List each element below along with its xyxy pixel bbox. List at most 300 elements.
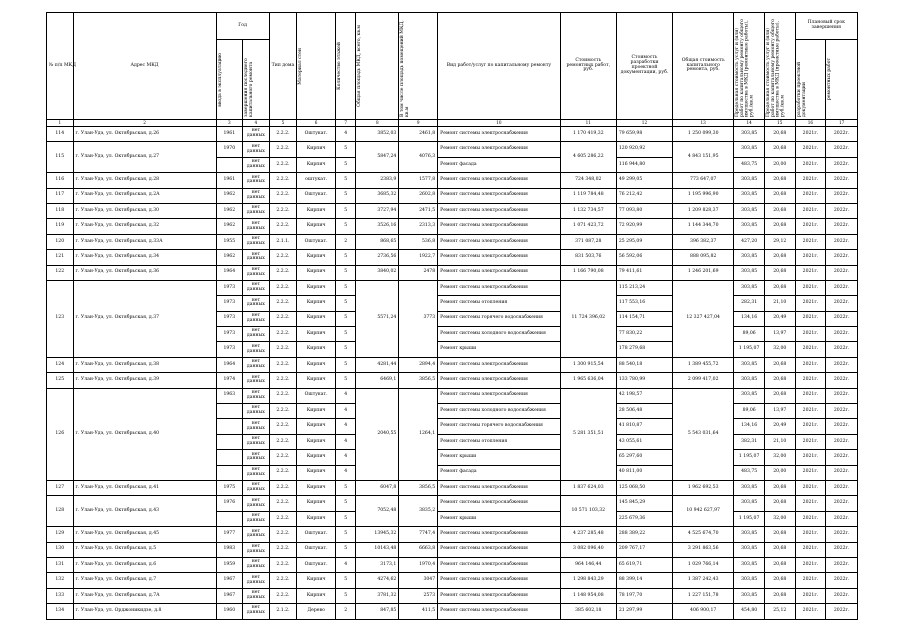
cell-p1: 2021г. xyxy=(795,419,826,434)
cell-type: 2.2.2. xyxy=(269,496,297,511)
table-row xyxy=(47,604,858,619)
cell-p1: 2021г. xyxy=(795,142,826,157)
column-number-cell: 6 xyxy=(297,120,336,127)
cell-y1: 1962 xyxy=(216,203,243,218)
header-year-commission-text: ввода в эксплуатацию xyxy=(217,52,223,107)
cell-area: 4281,44 xyxy=(356,357,399,372)
cell-y1: 1962 xyxy=(216,219,243,234)
cell-wall: Кирпич xyxy=(297,404,336,419)
header-design-cost: Стоимость разработки проектной документации, руб. xyxy=(616,13,672,120)
header-planned-group: Плановый срок завершения xyxy=(795,13,857,40)
cell-y1 xyxy=(216,434,243,449)
cell-total: 1 227 151,78 xyxy=(673,588,734,603)
column-number-row xyxy=(47,120,858,127)
cell-work: Ремонт системы электроснабжения xyxy=(438,388,561,403)
cell-design: 21 297,99 xyxy=(616,604,672,619)
cell-num: 127 xyxy=(47,480,74,495)
cell-design: 25 295,09 xyxy=(616,234,672,249)
cell-cost: 1 298 843,29 xyxy=(560,573,616,588)
cell-type: 2.2.2. xyxy=(269,573,297,588)
header-limit-unit-cost-design-text: Предельная стоимость услуг и (или) работ по капитальному ремонту общего имущества в МКД (проектные работы), руб./кв.м xyxy=(765,19,786,117)
header-residential-area-text: В том числе площадь помещений МКД, кв.м xyxy=(400,20,411,117)
cell-limd: 20,68 xyxy=(764,188,795,203)
header-residential-area xyxy=(399,13,438,120)
cell-type: 2.2.2. xyxy=(269,250,297,265)
cell-y2: нет данных xyxy=(243,388,270,403)
cell-cost: 5 281 351,51 xyxy=(560,388,616,480)
cell-wall: Дерево xyxy=(297,604,336,619)
cell-wall: Оштукат. xyxy=(297,188,336,203)
cell-y1: 1961 xyxy=(216,173,243,188)
cell-address: г. Улан-Удэ, ул. Октябрьская, д.2А xyxy=(73,188,216,203)
cell-type: 2.2.2. xyxy=(269,342,297,357)
cell-total: 396 382,37 xyxy=(673,234,734,249)
cell-design: 288 389,22 xyxy=(616,527,672,542)
cell-address: г. Улан-Удэ, ул. Октябрьская, д.40 xyxy=(73,388,216,480)
cell-lim: 427,20 xyxy=(734,234,765,249)
cell-wall: Кирпич xyxy=(297,296,336,311)
cell-y2: нет данных xyxy=(243,311,270,326)
cell-y2: нет данных xyxy=(243,173,270,188)
cell-design: 209 767,17 xyxy=(616,542,672,557)
cell-work: Ремонт системы электроснабжения xyxy=(438,480,561,495)
cell-work: Ремонт системы электроснабжения xyxy=(438,604,561,619)
column-number-cell: 7 xyxy=(336,120,356,127)
cell-type: 2.2.2. xyxy=(269,357,297,372)
cell-p1: 2021г. xyxy=(795,265,826,280)
cell-fl: 5 xyxy=(336,511,356,526)
cell-design: 79 411,61 xyxy=(616,265,672,280)
column-number-cell: 16 xyxy=(795,120,826,127)
cell-num: 115 xyxy=(47,142,74,173)
cell-limd: 20,68 xyxy=(764,588,795,603)
cell-res: 1922,7 xyxy=(399,250,438,265)
cell-type: 2.2.2. xyxy=(269,527,297,542)
cell-fl: 5 xyxy=(336,203,356,218)
cell-address: г. Улан-Удэ, ул. Октябрьская, д.30 xyxy=(73,203,216,218)
cell-fl: 4 xyxy=(336,434,356,449)
cell-y2: нет данных xyxy=(243,588,270,603)
cell-p2: 2022г. xyxy=(826,265,858,280)
cell-address: г. Улан-Удэ, ул. Орджоникидзе, д.8 xyxy=(73,604,216,619)
cell-lim: 134,16 xyxy=(734,311,765,326)
cell-area: 6047,8 xyxy=(356,480,399,495)
cell-p2: 2022г. xyxy=(826,188,858,203)
cell-work: Ремонт фасада xyxy=(438,465,561,480)
cell-limd: 20,68 xyxy=(764,219,795,234)
cell-res: 4076,3 xyxy=(399,142,438,173)
cell-work: Ремонт системы электроснабжения xyxy=(438,542,561,557)
cell-wall: Кирпич xyxy=(297,265,336,280)
cell-address: г. Улан-Удэ, ул. Октябрьская, д.7А xyxy=(73,588,216,603)
cell-work: Ремонт крыши xyxy=(438,342,561,357)
header-wall-material-text: Материал стен xyxy=(298,47,304,85)
cell-p2: 2022г. xyxy=(826,388,858,403)
cell-fl: 5 xyxy=(336,311,356,326)
cell-y2: нет данных xyxy=(243,542,270,557)
cell-wall: оштукат. xyxy=(297,173,336,188)
cell-lim: 303,85 xyxy=(734,542,765,557)
table-row xyxy=(47,588,858,603)
cell-lim: 303,85 xyxy=(734,357,765,372)
cell-p1: 2021г. xyxy=(795,573,826,588)
cell-cost: 3 082 096,40 xyxy=(560,542,616,557)
cell-wall: Кирпич xyxy=(297,357,336,372)
cell-cost: 964 146,44 xyxy=(560,557,616,572)
cell-fl: 4 xyxy=(336,557,356,572)
cell-work: Ремонт системы электроснабжения xyxy=(438,219,561,234)
cell-work: Ремонт системы отопления xyxy=(438,296,561,311)
cell-work: Ремонт системы горячего водоснабжения xyxy=(438,419,561,434)
cell-p1: 2021г. xyxy=(795,311,826,326)
cell-work: Ремонт системы электроснабжения xyxy=(438,280,561,295)
cell-lim: 303,85 xyxy=(734,203,765,218)
column-number-cell: 12 xyxy=(616,120,672,127)
cell-limd: 20,00 xyxy=(764,465,795,480)
cell-work: Ремонт системы электроснабжения xyxy=(438,173,561,188)
cell-p2: 2022г. xyxy=(826,480,858,495)
cell-address: г. Улан-Удэ, ул. Октябрьская, д.45 xyxy=(73,527,216,542)
column-number-cell: 5 xyxy=(269,120,297,127)
column-number-cell: 3 xyxy=(216,120,243,127)
cell-type: 2.2.2. xyxy=(269,542,297,557)
cell-res: 2602,8 xyxy=(399,188,438,203)
cell-address: г. Улан-Удэ, ул. Октябрьская, д.36 xyxy=(73,265,216,280)
cell-design: 114 154,71 xyxy=(616,311,672,326)
cell-p1: 2021г. xyxy=(795,342,826,357)
cell-wall: Кирпич xyxy=(297,250,336,265)
cell-area: 13945,32 xyxy=(356,527,399,542)
cell-lim: 303,85 xyxy=(734,188,765,203)
header-limit-unit-cost-design xyxy=(764,13,795,120)
cell-y1 xyxy=(216,511,243,526)
cell-total: 4 525 674,70 xyxy=(673,527,734,542)
cell-y1: 1963 xyxy=(216,388,243,403)
cell-cost: 831 503,76 xyxy=(560,250,616,265)
cell-y1: 1973 xyxy=(216,296,243,311)
cell-wall: Кирпич xyxy=(297,496,336,511)
cell-wall: Кирпич xyxy=(297,311,336,326)
table-row xyxy=(47,527,858,542)
cell-total: 3 291 863,56 xyxy=(673,542,734,557)
cell-res: 411,5 xyxy=(399,604,438,619)
cell-type: 2.1.2. xyxy=(269,604,297,619)
cell-y1: 1973 xyxy=(216,280,243,295)
cell-address: г. Улан-Удэ, ул. Октябрьская, д.26 xyxy=(73,127,216,142)
cell-work: Ремонт системы электроснабжения xyxy=(438,557,561,572)
cell-wall: Оштукат. xyxy=(297,542,336,557)
cell-p1: 2021г. xyxy=(795,188,826,203)
cell-address: г. Улан-Удэ, ул. Октябрьская, д.37 xyxy=(73,280,216,357)
cell-num: 120 xyxy=(47,234,74,249)
cell-type: 2.2.2. xyxy=(269,588,297,603)
cell-y1 xyxy=(216,157,243,172)
cell-wall: Кирпич xyxy=(297,157,336,172)
header-floors-text: Количество этажей xyxy=(337,42,343,90)
cell-p2: 2022г. xyxy=(826,465,858,480)
cell-lim: 303,85 xyxy=(734,527,765,542)
cell-work: Ремонт системы холодного водоснабжения xyxy=(438,404,561,419)
cell-fl: 5 xyxy=(336,542,356,557)
cell-res: 2461,8 xyxy=(399,127,438,142)
header-planned-design-text: разработки проектной документации xyxy=(796,61,807,117)
cell-fl: 5 xyxy=(336,373,356,388)
cell-num: 122 xyxy=(47,265,74,280)
header-num: № п/п МКД xyxy=(47,13,74,120)
cell-cost: 1 071 423,72 xyxy=(560,219,616,234)
cell-fl: 5 xyxy=(336,250,356,265)
cell-area: 5847,24 xyxy=(356,142,399,173)
cell-lim: 1 195,07 xyxy=(734,450,765,465)
cell-design: 56 592,06 xyxy=(616,250,672,265)
cell-work: Ремонт фасада xyxy=(438,157,561,172)
cell-type: 2.2.2. xyxy=(269,327,297,342)
cell-y2: нет данных xyxy=(243,511,270,526)
cell-p2: 2022г. xyxy=(826,219,858,234)
table-row xyxy=(47,280,858,295)
cell-design: 178 279,68 xyxy=(616,342,672,357)
cell-design: 88 399,14 xyxy=(616,573,672,588)
cell-type: 2.1.1. xyxy=(269,234,297,249)
cell-type: 2.2.2. xyxy=(269,511,297,526)
cell-p1: 2021г. xyxy=(795,450,826,465)
cell-design: 40 811,00 xyxy=(616,465,672,480)
cell-lim: 303,85 xyxy=(734,265,765,280)
cell-lim: 89,06 xyxy=(734,404,765,419)
cell-p1: 2021г. xyxy=(795,173,826,188)
cell-address: г. Улан-Удэ, ул. Октябрьская, д.38 xyxy=(73,357,216,372)
cell-fl: 5 xyxy=(336,573,356,588)
cell-design: 117 553,16 xyxy=(616,296,672,311)
cell-p2: 2022г. xyxy=(826,250,858,265)
cell-area: 5571,24 xyxy=(356,280,399,357)
column-number-cell: 17 xyxy=(826,120,858,127)
cell-wall: Оштукат. xyxy=(297,127,336,142)
cell-design: 65 297,60 xyxy=(616,450,672,465)
cell-y2: нет данных xyxy=(243,188,270,203)
cell-y2: нет данных xyxy=(243,203,270,218)
column-number-cell: 13 xyxy=(673,120,734,127)
cell-y1: 1962 xyxy=(216,250,243,265)
cell-p2: 2022г. xyxy=(826,404,858,419)
table-row xyxy=(47,388,858,403)
cell-type: 2.2.2. xyxy=(269,557,297,572)
column-number-cell: 4 xyxy=(243,120,270,127)
cell-area: 4274,62 xyxy=(356,573,399,588)
cell-area: 3526,16 xyxy=(356,219,399,234)
cell-p1: 2021г. xyxy=(795,480,826,495)
cell-address: г. Улан-Удэ, ул. Октябрьская, д.28 xyxy=(73,173,216,188)
cell-cost: 724 348,02 xyxy=(560,173,616,188)
cell-design: 78 197,70 xyxy=(616,588,672,603)
cell-fl: 5 xyxy=(336,342,356,357)
cell-y1: 1973 xyxy=(216,342,243,357)
cell-fl: 5 xyxy=(336,188,356,203)
table-row xyxy=(47,250,858,265)
cell-cost: 1 119 784,48 xyxy=(560,188,616,203)
cell-total: 1 029 766,14 xyxy=(673,557,734,572)
cell-address: г. Улан-Удэ, ул. Октябрьская, д.5 xyxy=(73,542,216,557)
cell-y2: нет данных xyxy=(243,404,270,419)
cell-fl: 5 xyxy=(336,527,356,542)
cell-limd: 32,00 xyxy=(764,342,795,357)
cell-p2: 2022г. xyxy=(826,311,858,326)
cell-res: 2313,3 xyxy=(399,219,438,234)
document-page xyxy=(46,12,858,620)
table-row xyxy=(47,357,858,372)
cell-fl: 4 xyxy=(336,465,356,480)
cell-cost: 1 166 790,08 xyxy=(560,265,616,280)
cell-p1: 2021г. xyxy=(795,327,826,342)
column-number-cell: 1 xyxy=(47,120,74,127)
cell-y1 xyxy=(216,450,243,465)
cell-type: 2.2.2. xyxy=(269,480,297,495)
cell-p2: 2022г. xyxy=(826,557,858,572)
cell-type: 2.2.2. xyxy=(269,280,297,295)
cell-lim: 303,85 xyxy=(734,573,765,588)
column-number-cell: 11 xyxy=(560,120,616,127)
cell-cost: 1 837 624,03 xyxy=(560,480,616,495)
cell-fl: 4 xyxy=(336,404,356,419)
cell-fl: 4 xyxy=(336,388,356,403)
cell-y2: нет данных xyxy=(243,480,270,495)
cell-p1: 2021г. xyxy=(795,511,826,526)
cell-y1: 1964 xyxy=(216,357,243,372)
cell-y1: 1960 xyxy=(216,604,243,619)
cell-design: 133 780,99 xyxy=(616,373,672,388)
cell-type: 2.2.2. xyxy=(269,265,297,280)
cell-design: 65 619,71 xyxy=(616,557,672,572)
cell-design: 28 506,48 xyxy=(616,404,672,419)
cell-area: 3685,32 xyxy=(356,188,399,203)
cell-y2: нет данных xyxy=(243,342,270,357)
header-address: Адрес МКД xyxy=(73,13,216,120)
cell-type: 2.2.2. xyxy=(269,157,297,172)
cell-total: 1 387 242,43 xyxy=(673,573,734,588)
cell-p1: 2021г. xyxy=(795,203,826,218)
cell-total: 1 209 828,37 xyxy=(673,203,734,218)
cell-fl: 2 xyxy=(336,234,356,249)
cell-limd: 29,12 xyxy=(764,234,795,249)
cell-num: 132 xyxy=(47,573,74,588)
cell-num: 119 xyxy=(47,219,74,234)
cell-area: 3852,03 xyxy=(356,127,399,142)
table-header xyxy=(47,13,858,127)
cell-res: 1970,4 xyxy=(399,557,438,572)
cell-type: 2.2.2. xyxy=(269,219,297,234)
cell-limd: 20,68 xyxy=(764,250,795,265)
header-year-last-repair-text: завершения последнего капитального ремонта xyxy=(244,58,254,117)
cell-wall: Оштукат. xyxy=(297,234,336,249)
column-number-cell: 14 xyxy=(734,120,765,127)
cell-lim: 382,31 xyxy=(734,434,765,449)
cell-work: Ремонт системы электроснабжения xyxy=(438,188,561,203)
cell-limd: 21,10 xyxy=(764,296,795,311)
cell-limd: 20,49 xyxy=(764,419,795,434)
cell-lim: 454,80 xyxy=(734,604,765,619)
cell-limd: 20,68 xyxy=(764,388,795,403)
cell-limd: 20,49 xyxy=(764,311,795,326)
cell-design: 72 920,99 xyxy=(616,219,672,234)
cell-limd: 20,68 xyxy=(764,527,795,542)
cell-limd: 20,00 xyxy=(764,157,795,172)
cell-p2: 2022г. xyxy=(826,357,858,372)
cell-y1: 1962 xyxy=(216,188,243,203)
cell-y1: 1964 xyxy=(216,265,243,280)
cell-total: 1 389 455,72 xyxy=(673,357,734,372)
cell-num: 133 xyxy=(47,588,74,603)
cell-wall: Кирпич xyxy=(297,342,336,357)
cell-num: 117 xyxy=(47,188,74,203)
cell-lim: 303,85 xyxy=(734,127,765,142)
cell-y1: 1973 xyxy=(216,311,243,326)
cell-address: г. Улан-Удэ, ул. Октябрьская, д.39 xyxy=(73,373,216,388)
cell-y1: 1959 xyxy=(216,557,243,572)
cell-cost: 371 087,28 xyxy=(560,234,616,249)
cell-address: г. Улан-Удэ, ул. Октябрьская, д.33А xyxy=(73,234,216,249)
table-row xyxy=(47,573,858,588)
cell-num: 124 xyxy=(47,357,74,372)
cell-total: 888 095,82 xyxy=(673,250,734,265)
cell-limd: 20,68 xyxy=(764,127,795,142)
cell-type: 2.2.2. xyxy=(269,188,297,203)
cell-y2: нет данных xyxy=(243,419,270,434)
cell-y2: нет данных xyxy=(243,219,270,234)
cell-limd: 20,68 xyxy=(764,557,795,572)
cell-area: 2383,9 xyxy=(356,173,399,188)
cell-fl: 4 xyxy=(336,450,356,465)
cell-y1: 1977 xyxy=(216,527,243,542)
cell-num: 118 xyxy=(47,203,74,218)
cell-y2: нет данных xyxy=(243,142,270,157)
cell-wall: Кирпич xyxy=(297,327,336,342)
cell-y2: нет данных xyxy=(243,496,270,511)
cell-y2: нет данных xyxy=(243,373,270,388)
cell-p1: 2021г. xyxy=(795,157,826,172)
cell-work: Ремонт системы электроснабжения xyxy=(438,265,561,280)
cell-cost: 385 602,18 xyxy=(560,604,616,619)
cell-total: 10 942 627,97 xyxy=(673,496,734,527)
cell-p2: 2022г. xyxy=(826,327,858,342)
cell-p2: 2022г. xyxy=(826,588,858,603)
header-planned-design xyxy=(795,40,826,120)
cell-res: 536,8 xyxy=(399,234,438,249)
cell-res: 3773 xyxy=(399,280,438,357)
cell-address: г. Улан-Удэ, ул. Октябрьская, д.41 xyxy=(73,480,216,495)
cell-y2: нет данных xyxy=(243,280,270,295)
cell-lim: 303,85 xyxy=(734,373,765,388)
cell-limd: 20,68 xyxy=(764,357,795,372)
table-row xyxy=(47,265,858,280)
cell-num: 129 xyxy=(47,527,74,542)
cell-limd: 20,68 xyxy=(764,265,795,280)
cell-res: 2471,5 xyxy=(399,203,438,218)
cell-total: 1 250 099,30 xyxy=(673,127,734,142)
cell-total: 2 099 417,02 xyxy=(673,373,734,388)
table-row xyxy=(47,219,858,234)
cell-p2: 2022г. xyxy=(826,573,858,588)
cell-fl: 5 xyxy=(336,496,356,511)
cell-num: 128 xyxy=(47,496,74,527)
cell-p2: 2022г. xyxy=(826,127,858,142)
cell-cost: 1 148 954,08 xyxy=(560,588,616,603)
column-number-cell: 9 xyxy=(399,120,438,127)
table-row xyxy=(47,173,858,188)
cell-y2: нет данных xyxy=(243,250,270,265)
cell-work: Ремонт системы электроснабжения xyxy=(438,496,561,511)
header-planned-works-text: ремонтных работ xyxy=(827,58,833,101)
cell-limd: 20,68 xyxy=(764,142,795,157)
